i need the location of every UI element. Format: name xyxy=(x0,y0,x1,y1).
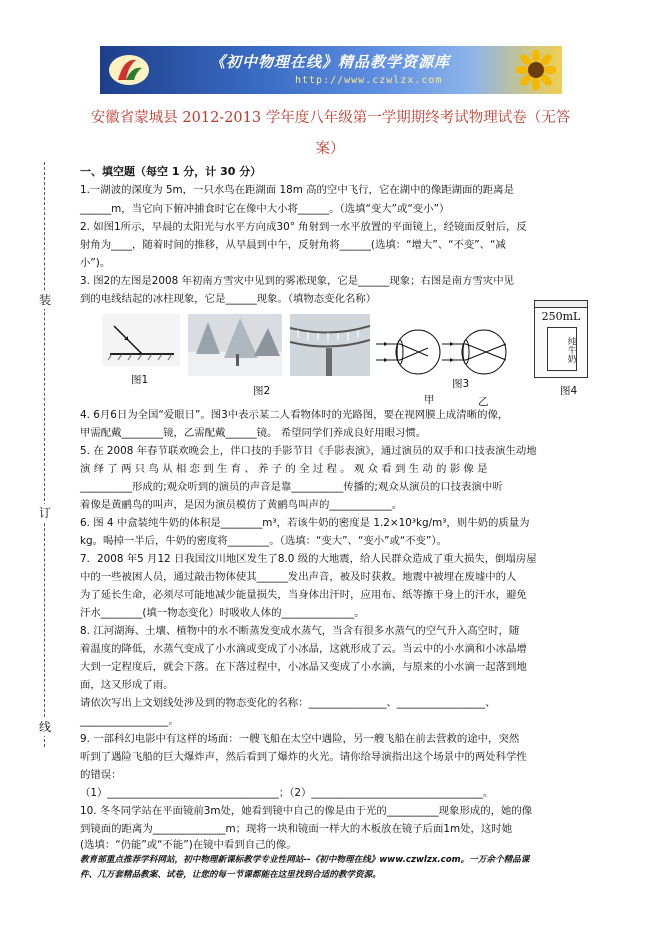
question-text: 1.一湖波的深度为 5m，一只水鸟在距湖面 18m 高的空中飞行，它在湖中的像距湖面的距离是 xyxy=(80,184,514,196)
question-text: ______m，当它向下俯冲捕食时它在像中大小将______。（选填“变大”或“变小”） xyxy=(80,203,450,215)
question-text: 为了延长生命，必须尽可能地减少能量损失，当身体出汗时，应用布、纸等擦干身上的汗水，避免 xyxy=(80,589,527,601)
question-text: (选填：“仍能”或“不能”)在镜中看到自己的像。 xyxy=(80,839,297,851)
header-banner xyxy=(100,46,562,94)
question-text: 6. 图 4 中盒装纯牛奶的体积是________m³，若该牛奶的密度是 1.2×10³kg/m³，则牛奶的质量为 xyxy=(80,517,530,529)
footer-note: 教育部重点推荐学科网站，初中物理新课标教学专业性网站--《初中物理在线》www.czwlzx.com。一万余个精品课 xyxy=(80,855,530,865)
question-text: 请依次写出上文划线处涉及到的物态变化的名称：_______________、_________________、 xyxy=(80,697,496,709)
question-text: 2. 如图1所示，早晨的太阳光与水平方向成30° 角射到一水平放置的平面镜上，经镜面反射后，反 xyxy=(80,221,527,233)
binding-mark-xian: 线 xyxy=(38,720,51,734)
figure-4-milk-carton xyxy=(534,300,588,378)
question-text: 听到了遇险飞船的巨大爆炸声，然后看到了爆炸的火光。请你给导演指出这个场景中的两处科学性 xyxy=(80,751,527,763)
question-text: _________________。 xyxy=(80,715,179,727)
question-text: 的错误： xyxy=(80,769,122,781)
footer-note-continued: 件、几万套精品教案、试卷，让您的每一节课都能在这里找到合适的教学资源。 xyxy=(80,870,381,880)
question-text: 5. 在 2008 年春节联欢晚会上，伴口技的手影节目《手影表演》，通过演员的双手和口技表演生动地 xyxy=(80,445,537,457)
question-text: 甲需配戴________镜，乙需配戴______镜。 希望同学们养成良好用眼习惯。 xyxy=(80,427,427,439)
question-text: 4. 6月6日为全国“爱眼日”。图3中表示某二人看物体时的光路图，要在视网膜上成清晰的像， xyxy=(80,409,509,421)
question-text: 演 绎 了 两 只 鸟 从 相 恋 到 生 育 、 养 子 的 全 过 程 。 观 众 看 到 生 动 的 影 像 是 xyxy=(80,463,488,475)
figure-3-eye-diagram xyxy=(376,316,526,388)
banner-url: http://www.czwlzx.com xyxy=(295,75,443,86)
question-text: 8. 江河湖海、土壤、植物中的水不断蒸发变成水蒸气，当含有很多水蒸气的空气升入高空时，随 xyxy=(80,625,520,637)
figure-3-caption: 图3 xyxy=(452,378,470,390)
binding-dashed-line xyxy=(44,162,45,747)
question-text: 小”)。 xyxy=(80,257,111,269)
figure-1-mirror-diagram xyxy=(102,314,180,366)
section-heading: 一、填空题（每空 1 分，计 30 分） xyxy=(80,165,262,178)
figure-2-caption: 图2 xyxy=(253,385,271,397)
exam-title-continued: 案） xyxy=(315,141,345,157)
binding-mark-ding: 订 xyxy=(38,506,51,520)
question-text: 7．2008 年5 月12 日我国汶川地区发生了8.0 级的大地震，给人民群众造成了重大损失，倒塌房屋 xyxy=(80,553,537,565)
question-text: 大到一定程度后，就会下落。在下落过程中，小冰晶又变成了小水滴，与原来的小水滴一起落到地 xyxy=(80,661,527,673)
question-text: 汗水________(填一物态变化）时吸收人体的______________。 xyxy=(80,607,365,619)
question-text: 到的电线结起的冰柱现象，它是______现象。（填物态变化名称） xyxy=(80,293,377,305)
question-text: （1）_________________________________；（2）_________________________________。 xyxy=(80,787,494,799)
figure-1-caption: 图1 xyxy=(131,374,149,386)
question-text: 3. 图2的左图是2008 年初南方雪灾中见到的雾凇现象，它是______现象；右图是南方雪灾中见 xyxy=(80,275,515,287)
sunflower-icon xyxy=(516,50,556,90)
banner-title: 《初中物理在线》精品教学资源库 xyxy=(210,53,451,71)
figure-3-label-yi: 乙 xyxy=(478,396,489,408)
question-text: 10. 冬冬同学站在平面镜前3m处，她看到镜中自己的像是由于光的__________现象形成的，她的像 xyxy=(80,805,533,817)
figure-2-ice-wire-photo xyxy=(290,314,370,376)
milk-volume-label: 250mL xyxy=(541,310,581,323)
site-logo-icon xyxy=(106,52,152,88)
question-text: 面，这又形成了雨。 xyxy=(80,679,174,691)
milk-brand-label: 纯牛奶 xyxy=(566,337,576,363)
exam-title: 安徽省蒙城县 2012-2013 学年度八年级第一学期期终考试物理试卷（无答 xyxy=(90,110,571,126)
question-text: 中的一些被困人员，通过敲击物体使其______发出声音，被及时获救。地震中被埋在废墟中的人 xyxy=(80,571,517,583)
figure-4-caption: 图4 xyxy=(560,385,578,397)
question-text: __________形成的;观众听到的演员的声音是靠__________传播的;观众从演员的口技表演中听 xyxy=(80,481,503,493)
question-text: 射角为____，随着时间的推移，从早晨到中午，反射角将______(选填：“增大”、“不变”、“减 xyxy=(80,239,506,251)
question-text: 着温度的降低，水蒸气变成了小水滴或变成了小冰晶，这就形成了云。当云中的小水滴和小冰晶增 xyxy=(80,643,527,655)
question-text: 到镜面的距离为______________m；现将一块和镜面一样大的木板放在镜子后面1m处，这时她 xyxy=(80,823,513,835)
question-text: 着像是黄鹂鸟的叫声，是因为演员模仿了黄鹂鸟叫声的____________。 xyxy=(80,499,403,511)
figure-2-rime-photo xyxy=(188,314,282,376)
figure-3-label-jia: 甲 xyxy=(424,394,435,406)
question-text: 9. 一部科幻电影中有这样的场面：一艘飞船在太空中遇险，另一艘飞船在前去营救的途中，突然 xyxy=(80,733,520,745)
binding-mark-zhuang: 装 xyxy=(38,293,51,307)
question-text: kg。喝掉一半后，牛奶的密度将________。（选填：“变大”、“变小”或“不变”）。 xyxy=(80,535,448,547)
